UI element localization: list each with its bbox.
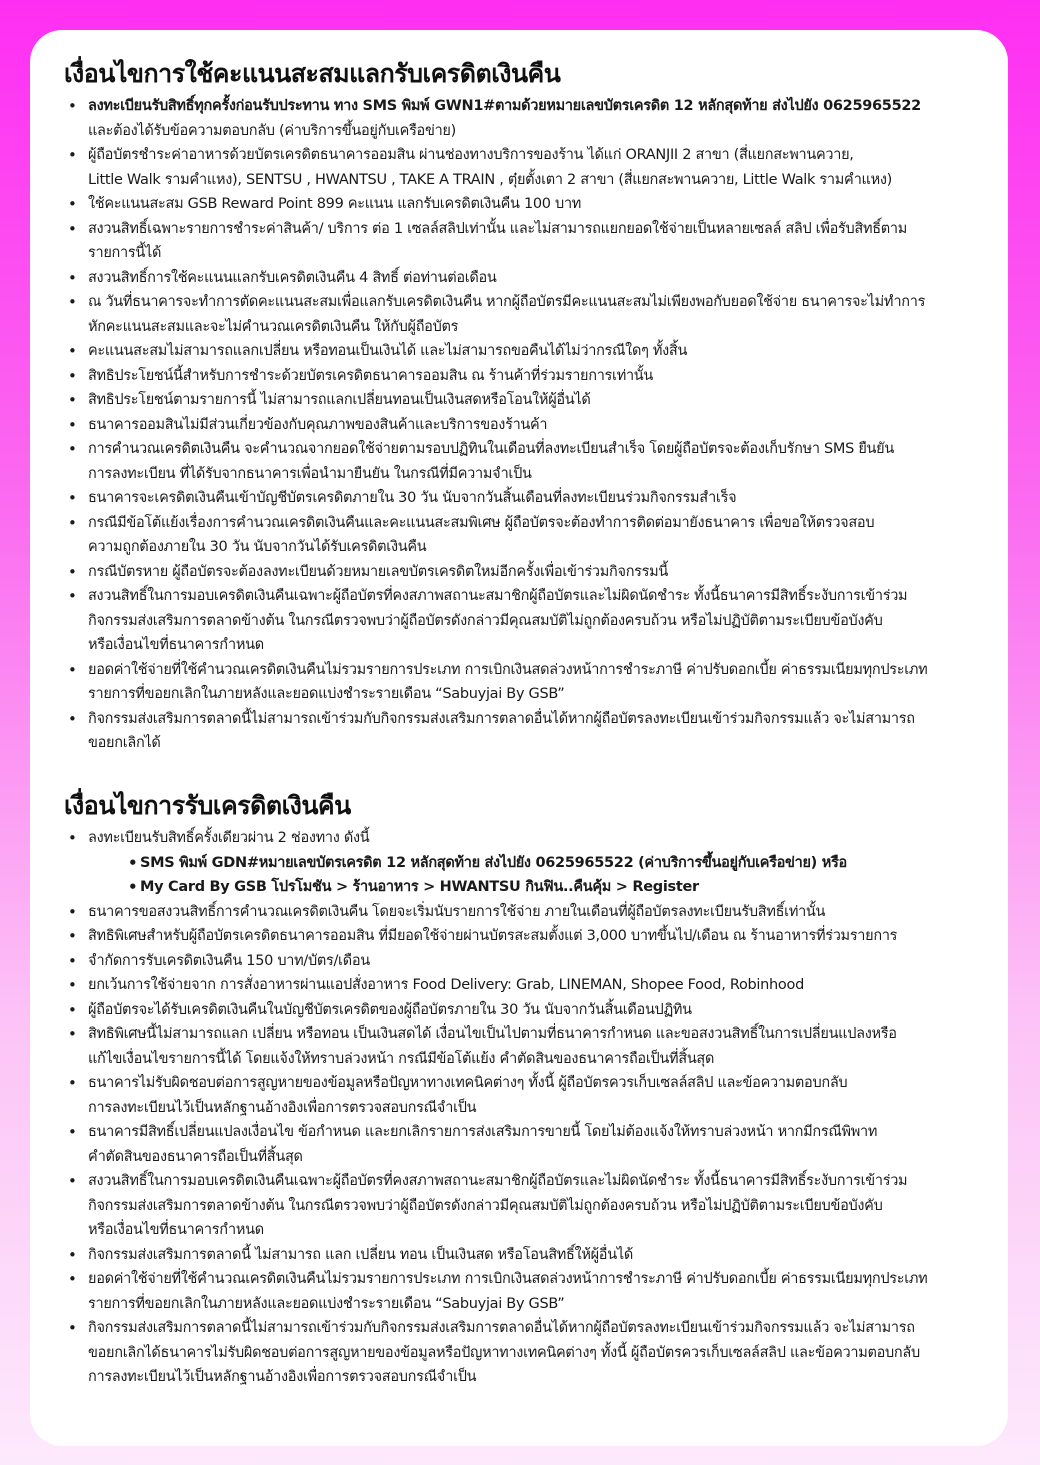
bullet-icon: • [68, 268, 77, 287]
bullet-icon: • [68, 587, 77, 605]
list-item [30, 900, 990, 925]
bullet-icon: • [68, 440, 77, 458]
terms-card [30, 30, 1008, 1446]
bullet-icon: • [68, 415, 77, 434]
bullet-icon: • [68, 97, 77, 115]
list-item-text: สิทธิประโยชน์ตามรายการนี้ ไม่สามารถแลกเปลี่ยนทอนเป็นเงินสดหรือโอนให้ผู้อื่นได้ [88, 392, 591, 408]
list-item-text: สิทธิพิเศษสำหรับผู้ถือบัตรเครดิตธนาคารออมสิน ที่มียอดใช้จ่ายผ่านบัตรสะสมตั้งแต่ 3,000 บาทขึ้นไป/เดือน ณ ร้านอาหารที่ร่วมรายการ [88, 928, 898, 944]
list-item-text: กิจกรรมส่งเสริมการตลาดข้างต้น ในกรณีตรวจพบว่าผู้ถือบัตรดังกล่าวมีคุณสมบัติไม่ถูกต้องครบถ้วน หรือไม่ปฏิบัติตามระเบียบข้อบังคับ [88, 612, 883, 629]
list-item-text: การลงทะเบียนไว้เป็นหลักฐานอ้างอิงเพื่อการตรวจสอบกรณีจำเป็น [88, 1369, 477, 1385]
list-item-text: ยอดค่าใช้จ่ายที่ใช้คำนวณเครดิตเงินคืนไม่รวมรายการประเภท การเบิกเงินสดล่วงหน้าการชำระภาษี ค่าปรับดอกเบี้ย ค่าธรรมเนียมทุกประเภท [88, 1271, 928, 1287]
list-item-text: ขอยกเลิกได้ [88, 735, 161, 751]
bullet-icon: • [68, 660, 77, 679]
list-item-text: ขอยกเลิกได้ธนาคารไม่รับผิดชอบต่อการสูญหายของข้อมูลหรือปัญหาทางเทคนิคต่างๆ ทั้งนี้ ผู้ถือบัตรควรเก็บเซลล์สลิป และข้อความตอบกลับ [88, 1344, 920, 1361]
list-item-text: ธนาคารขอสงวนสิทธิ์การคำนวณเครดิตเงินคืน โดยจะเริ่มนับรายการใช้จ่าย ภายในเดือนที่ผู้ถือบัตรลงทะเบียนรับสิทธิ์เท่านั้น [88, 903, 826, 920]
bullet-icon: • [68, 1025, 77, 1043]
list-item [30, 364, 990, 389]
list-item-text: ณ วันที่ธนาคารจะทำการตัดคะแนนสะสมเพื่อแลกรับเครดิตเงินคืน หากผู้ถือบัตรมีคะแนนสะสมไม่เพียงพอกับยอดใช้จ่าย ธนาคารจะไม่ทำการ [88, 294, 926, 310]
list-item-text: ยอดค่าใช้จ่ายที่ใช้คำนวณเครดิตเงินคืนไม่รวมรายการประเภท การเบิกเงินสดล่วงหน้าการชำระภาษี ค่าปรับดอกเบี้ย ค่าธรรมเนียมทุกประเภท [88, 661, 928, 678]
cashback-terms-list [30, 826, 990, 1390]
list-item-text: ผู้ถือบัตรจะได้รับเครดิตเงินคืนในบัญชีบัตรเครดิตของผู้ถือบัตรภายใน 30 วัน นับจากวันสิ้นเดือนปฏิทิน [88, 1001, 692, 1018]
list-item [30, 1120, 990, 1169]
list-item-text: หรือเงื่อนไขที่ธนาคารกำหนด [88, 637, 264, 653]
list-item-text: สิทธิประโยชน์นี้สำหรับการชำระด้วยบัตรเครดิตธนาคารออมสิน ณ ร้านค้าที่ร่วมรายการเท่านั้น [88, 367, 654, 384]
list-item [30, 192, 990, 217]
bullet-icon: • [68, 902, 77, 921]
bullet-icon: • [68, 1319, 77, 1337]
list-item-text: การคำนวณเครดิตเงินคืน จะคำนวณจากยอดใช้จ่ายตามรอบปฏิทินในเดือนที่ลงทะเบียนสำเร็จ โดยผู้ถือบัตรจะต้องเก็บรักษา SMS ยืนยัน [88, 441, 894, 457]
bullet-icon: • [128, 853, 138, 872]
list-item [30, 973, 990, 998]
bullet-icon: • [68, 513, 77, 532]
list-item-text: และต้องได้รับข้อความตอบกลับ (ค่าบริการขึ้นอยู่กับเครือข่าย) [88, 122, 456, 139]
list-item-text: Little Walk รามคำแหง), SENTSU , HWANTSU , TAKE A TRAIN , ตุ๋ยตั้งเตา 2 สาขา (สี่แยกสะพานควาย, Little Walk รามคำแหง) [88, 171, 892, 188]
bullet-icon: • [68, 219, 77, 238]
list-item [30, 486, 990, 511]
list-item-text: ความถูกต้องภายใน 30 วัน นับจากวันได้รับเครดิตเงินคืน [88, 539, 427, 555]
list-item-text: ธนาคารมีสิทธิ์เปลี่ยนแปลงเงื่อนไข ข้อกำหนด และยกเลิกรายการส่งเสริมการขายนี้ โดยไม่ต้องแจ้งให้ทราบล่วงหน้า หากมีกรณีพิพาท [88, 1124, 878, 1140]
bullet-icon: • [68, 976, 77, 994]
list-item-text: ธนาคารไม่รับผิดชอบต่อการสูญหายของข้อมูลหรือปัญหาทางเทคนิคต่างๆ ทั้งนี้ ผู้ถือบัตรควรเก็บเซลล์สลิป และข้อความตอบกลับ [88, 1075, 848, 1091]
list-item-text: กรณีบัตรหาย ผู้ถือบัตรจะต้องลงทะเบียนด้วยหมายเลขบัตรเครดิตใหม่อีกครั้งเพื่อเข้าร่วมกิจกรรมนี้ [88, 563, 669, 580]
list-item-text: รายการที่ขอยกเลิกในภายหลังและยอดแบ่งชำระรายเดือน “Sabuyjai By GSB” [88, 686, 565, 702]
list-item [30, 437, 990, 486]
bullet-icon: • [68, 1000, 77, 1019]
list-item [30, 413, 990, 438]
list-item [30, 388, 990, 413]
section-title-cashback-terms: เงื่อนไขการรับเครดิตเงินคืน [64, 791, 351, 820]
list-item [30, 707, 990, 756]
list-item-text: สงวนสิทธิ์การใช้คะแนนแลกรับเครดิตเงินคืน 4 สิทธิ์ ต่อท่านต่อเดือน [88, 269, 497, 286]
list-item-text: หักคะแนนสะสมและจะไม่คำนวณเครดิตเงินคืน ให้กับผู้ถือบัตร [88, 318, 459, 335]
list-item-text: ยกเว้นการใช้จ่ายจาก การสั่งอาหารผ่านแอปสั่งอาหาร Food Delivery: Grab, LINEMAN, Shopee Food, Robinhood [88, 977, 804, 993]
list-item [30, 511, 990, 560]
list-item-text: ลงทะเบียนรับสิทธิ์ครั้งเดียวผ่าน 2 ช่องทาง ดังนี้ [88, 830, 370, 846]
bullet-icon: • [68, 1074, 77, 1092]
list-item-text: รายการที่ขอยกเลิกในภายหลังและยอดแบ่งชำระรายเดือน “Sabuyjai By GSB” [88, 1295, 565, 1312]
bullet-icon: • [68, 146, 77, 164]
list-item [30, 339, 990, 364]
list-item-text: ใช้คะแนนสะสม GSB Reward Point 899 คะแนน แลกรับเครดิตเงินคืน 100 บาท [88, 196, 582, 212]
bullet-icon: • [68, 829, 77, 847]
bullet-icon: • [68, 391, 77, 409]
sub-list-item [30, 875, 990, 900]
list-item-text: กิจกรรมส่งเสริมการตลาดข้างต้น ในกรณีตรวจพบว่าผู้ถือบัตรดังกล่าวมีคุณสมบัติไม่ถูกต้องครบถ้วน หรือไม่ปฏิบัติตามระเบียบข้อบังคับ [88, 1197, 883, 1214]
list-item-text: คะแนนสะสมไม่สามารถแลกเปลี่ยน หรือทอนเป็นเงินได้ และไม่สามารถขอคืนได้ไม่ว่ากรณีใดๆ ทั้งสิ้น [88, 343, 688, 359]
bullet-icon: • [68, 951, 77, 970]
list-item-text: สิทธิพิเศษนี้ไม่สามารถแลก เปลี่ยน หรือทอน เป็นเงินสดได้ เงื่อนไขเป็นไปตามที่ธนาคารกำหนด และขอสงวนสิทธิ์ในการเปลี่ยนแปลงหรือ [88, 1026, 897, 1042]
bullet-icon: • [68, 195, 77, 213]
bullet-icon: • [128, 878, 138, 896]
sub-list-item [30, 851, 990, 876]
list-item [30, 826, 990, 851]
list-item-text: My Card By GSB โปรโมชัน > ร้านอาหาร > HWANTSU กินฟิน..คืนคุ้ม > Register [140, 879, 699, 895]
list-item [30, 266, 990, 291]
list-item [30, 143, 990, 192]
list-item [30, 217, 990, 266]
list-item-text: สงวนสิทธิ์ในการมอบเครดิตเงินคืนเฉพาะผู้ถือบัตรที่คงสภาพสถานะสมาชิกผู้ถือบัตรและไม่ผิดนัดชำระ ทั้งนี้ธนาคารมีสิทธิ์ระงับการเข้าร่วม [88, 588, 908, 604]
list-item [30, 584, 990, 658]
list-item-text: ลงทะเบียนรับสิทธิ์ทุกครั้งก่อนรับประทาน ทาง SMS พิมพ์ GWN1#ตามด้วยหมายเลขบัตรเครดิต 12 หลักสุดท้าย ส่งไปยัง 0625965522 [88, 98, 921, 114]
list-item-text: จำกัดการรับเครดิตเงินคืน 150 บาท/บัตร/เดือน [88, 952, 370, 969]
bullet-icon: • [68, 927, 77, 945]
bullet-icon: • [68, 562, 77, 581]
bullet-icon: • [68, 709, 77, 728]
bullet-icon: • [68, 1270, 77, 1288]
list-item-text: สงวนสิทธิ์เฉพาะรายการชำระค่าสินค้า/ บริการ ต่อ 1 เซลล์สลิปเท่านั้น และไม่สามารถแยกยอดใช้จ่ายเป็นหลายเซลล์ สลิป เพื่อรับสิทธิ์ตาม [88, 220, 907, 237]
list-item-text: สงวนสิทธิ์ในการมอบเครดิตเงินคืนเฉพาะผู้ถือบัตรที่คงสภาพสถานะสมาชิกผู้ถือบัตรและไม่ผิดนัดชำระ ทั้งนี้ธนาคารมีสิทธิ์ระงับการเข้าร่วม [88, 1173, 908, 1189]
list-item-text: ธนาคารจะเครดิตเงินคืนเข้าบัญชีบัตรเครดิตภายใน 30 วัน นับจากวันสิ้นเดือนที่ลงทะเบียนร่วมกิจกรรมสำเร็จ [88, 490, 737, 506]
list-item-text: แก้ไขเงื่อนไขรายการนี้ได้ โดยแจ้งให้ทราบล่วงหน้า กรณีมีข้อโต้แย้ง คำตัดสินของธนาคารถือเป็นที่สิ้นสุด [88, 1050, 715, 1067]
list-item [30, 924, 990, 949]
list-item [30, 1267, 990, 1316]
bullet-icon: • [68, 1245, 77, 1264]
list-item [30, 658, 990, 707]
list-item-text: กิจกรรมส่งเสริมการตลาดนี้ไม่สามารถเข้าร่วมกับกิจกรรมส่งเสริมการตลาดอื่นได้หากผู้ถือบัตรลงทะเบียนเข้าร่วมกิจกรรมแล้ว จะไม่สามารถ [88, 1320, 915, 1336]
bullet-icon: • [68, 1172, 77, 1190]
list-item-text: ธนาคารออมสินไม่มีส่วนเกี่ยวข้องกับคุณภาพของสินค้าและบริการของร้านค้า [88, 416, 548, 433]
list-item [30, 1243, 990, 1268]
list-item-text: กรณีมีข้อโต้แย้งเรื่องการคำนวณเครดิตเงินคืนและคะแนนสะสมพิเศษ ผู้ถือบัตรจะต้องทำการติดต่อมายังธนาคาร เพื่อขอให้ตรวจสอบ [88, 514, 875, 531]
list-item-text: คำตัดสินของธนาคารถือเป็นที่สิ้นสุด [88, 1148, 303, 1165]
section-title-points-redemption: เงื่อนไขการใช้คะแนนสะสมแลกรับเครดิตเงินคืน [64, 59, 561, 88]
bullet-icon: • [68, 1123, 77, 1141]
bullet-icon: • [68, 366, 77, 385]
bullet-icon: • [68, 489, 77, 507]
list-item [30, 94, 990, 143]
list-item [30, 560, 990, 585]
list-item [30, 1316, 990, 1390]
bullet-icon: • [68, 342, 77, 360]
list-item-text: หรือเงื่อนไขที่ธนาคารกำหนด [88, 1222, 264, 1238]
list-item-text: ผู้ถือบัตรชำระค่าอาหารด้วยบัตรเครดิตธนาคารออมสิน ผ่านช่องทางบริการของร้าน ได้แก่ ORANJII 2 สาขา (สี่แยกสะพานควาย, [88, 147, 854, 163]
list-item-text: การลงทะเบียน ที่ได้รับจากธนาคารเพื่อนำมายืนยัน ในกรณีที่มีความจำเป็น [88, 465, 532, 482]
list-item [30, 949, 990, 974]
list-item [30, 1022, 990, 1071]
list-item-text: กิจกรรมส่งเสริมการตลาดนี้ ไม่สามารถ แลก เปลี่ยน ทอน เป็นเงินสด หรือโอนสิทธิ์ให้ผู้อื่นได้ [88, 1246, 633, 1263]
bullet-icon: • [68, 293, 77, 311]
list-item-text: การลงทะเบียนไว้เป็นหลักฐานอ้างอิงเพื่อการตรวจสอบกรณีจำเป็น [88, 1099, 477, 1116]
list-item-text: รายการนี้ได้ [88, 245, 162, 261]
list-item [30, 998, 990, 1023]
list-item [30, 1169, 990, 1243]
points-redemption-terms-list [30, 94, 990, 756]
list-item-text: กิจกรรมส่งเสริมการตลาดนี้ไม่สามารถเข้าร่วมกับกิจกรรมส่งเสริมการตลาดอื่นได้หากผู้ถือบัตรลงทะเบียนเข้าร่วมกิจกรรมแล้ว จะไม่สามารถ [88, 710, 915, 727]
list-item [30, 1071, 990, 1120]
list-item-text: SMS พิมพ์ GDN#หมายเลขบัตรเครดิต 12 หลักสุดท้าย ส่งไปยัง 0625965522 (ค่าบริการขึ้นอยู่กับเครือข่าย) หรือ [140, 854, 847, 871]
list-item [30, 290, 990, 339]
